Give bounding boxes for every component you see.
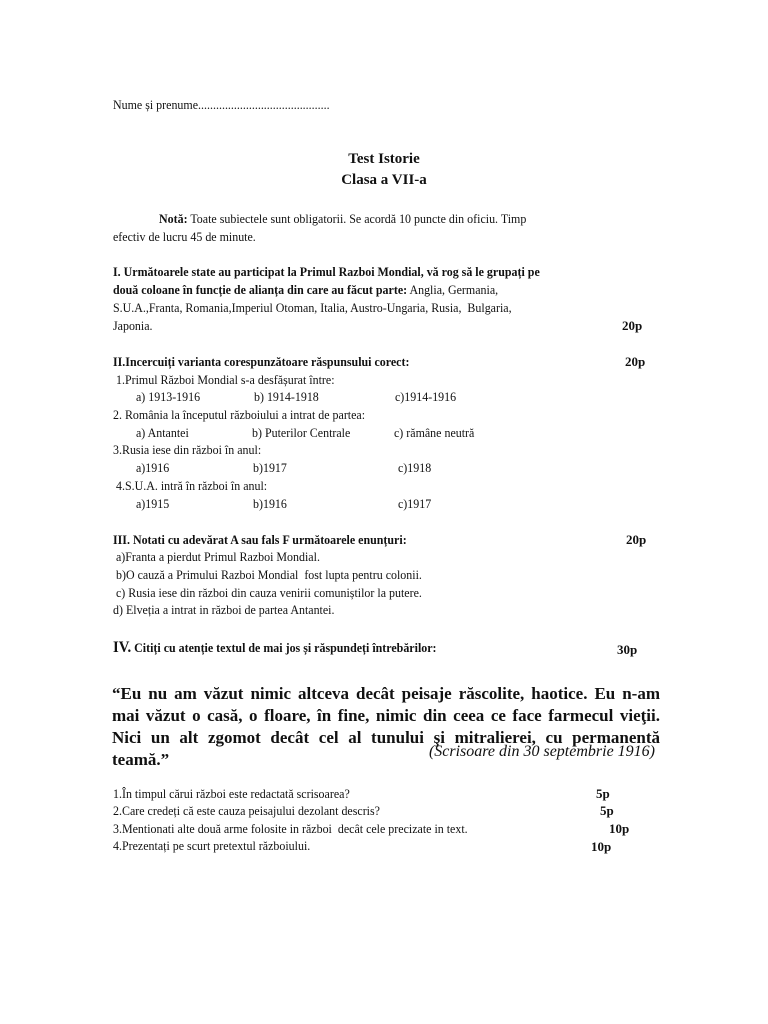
q4-option-a[interactable]: a)1915 (136, 496, 170, 511)
section1-heading-line1: I. Următoarele state au participat la Primul Razboi Mondial, vă rog să le grupați pe (113, 264, 540, 279)
note-label: Notă: (159, 211, 188, 226)
q3-option-c[interactable]: c)1918 (398, 460, 432, 475)
q3-option-b[interactable]: b)1917 (253, 460, 287, 475)
q2-option-b[interactable]: b) Puterilor Centrale (252, 425, 351, 440)
section4-points: 30p (617, 642, 638, 657)
section3-heading: III. Notati cu adevărat A sau fals F următoarele enunțuri: (113, 532, 407, 547)
statement-d: d) Elveția a intrat in război de partea Antantei. (113, 602, 335, 617)
q1-option-a[interactable]: a) 1913-1916 (136, 389, 201, 404)
q4-option-c[interactable]: c)1917 (398, 496, 432, 511)
q4-option-b[interactable]: b)1916 (253, 496, 287, 511)
note-line-2: efectiv de lucru 45 de minute. (113, 229, 256, 244)
iv-question-4: 4.Prezentați pe scurt pretextul războiului. (113, 838, 311, 853)
q3-option-a[interactable]: a)1916 (136, 460, 170, 475)
question-1: 1.Primul Război Mondial s-a desfășurat între: (113, 372, 335, 387)
question-2: 2. România la începutul războiului a intrat de partea: (113, 407, 366, 422)
section2-points: 20p (625, 354, 646, 369)
question-3: 3.Rusia iese din război în anul: (113, 442, 262, 457)
section2-heading: II.Incercuiți varianta corespunzătoare răspunsului corect: (113, 354, 410, 369)
iv-question-3: 3.Mentionati alte două arme folosite in război decât cele precizate in text. (113, 821, 468, 836)
test-title: Test Istorie (348, 151, 420, 167)
iv-question-2: 2.Care credeți că este cauza peisajului dezolant descris? (113, 803, 380, 818)
note-text-1: Toate subiectele sunt obligatorii. Se acordă 10 puncte din oficiu. Timp (187, 211, 527, 226)
class-title: Clasa a VII-a (341, 172, 427, 188)
section1-heading-bold: două coloane în funcție de alianța din care au făcut parte: (113, 282, 408, 297)
section3-points: 20p (626, 532, 647, 547)
q2-option-a[interactable]: a) Antantei (136, 425, 189, 440)
section1-points: 20p (622, 318, 643, 333)
quote-text: “Eu nu am văzut nimic altceva decât peisaje răscolite, haotice. Eu n-am mai văzut o casă, o floare, în fine, nimic din ceea ce face farmecul vieţii. Nici un alt zgomot decât cel al tunului şi mitralierei, cu permanentă teamă.” (112, 684, 660, 769)
question-4: 4.S.U.A. intră în război în anul: (113, 478, 268, 493)
section4-numeral: IV. (113, 639, 132, 656)
iv-question-4-points: 10p (591, 839, 612, 854)
statement-c: c) Rusia iese din război din cauza venirii comuniștilor la putere. (113, 585, 422, 600)
section1-countries: S.U.A.,Franta, Romania,Imperiul Otoman, Italia, Austro-Ungaria, Rusia, Bulgaria, (113, 300, 512, 315)
q2-option-c[interactable]: c) rămâne neutră (394, 425, 475, 440)
quote-source: (Scrisoare din 30 septembrie 1916) (428, 743, 655, 760)
section1-heading-line2 (113, 282, 498, 298)
statement-a: a)Franta a pierdut Primul Razboi Mondial. (113, 549, 320, 564)
statement-b: b)O cauză a Primului Razboi Mondial fost lupta pentru colonii. (113, 567, 422, 582)
q1-option-c[interactable]: c)1914-1916 (395, 389, 457, 404)
iv-question-1-points: 5p (596, 786, 610, 801)
iv-question-3-points: 10p (609, 821, 630, 836)
section4-heading-text: Citiți cu atenție textul de mai jos și răspundeți întrebărilor: (131, 640, 437, 655)
section4-heading (113, 640, 437, 656)
name-line[interactable]: Nume și prenume............................................ (113, 97, 330, 112)
q1-option-b[interactable]: b) 1914-1918 (254, 389, 319, 404)
section1-countries-end: Japonia. (113, 318, 153, 333)
section1-countries-start: Anglia, Germania, (407, 282, 499, 297)
iv-question-1: 1.În timpul cărui război este redactată scrisoarea? (113, 786, 350, 801)
iv-question-2-points: 5p (600, 803, 614, 818)
note-line-1 (159, 211, 526, 227)
